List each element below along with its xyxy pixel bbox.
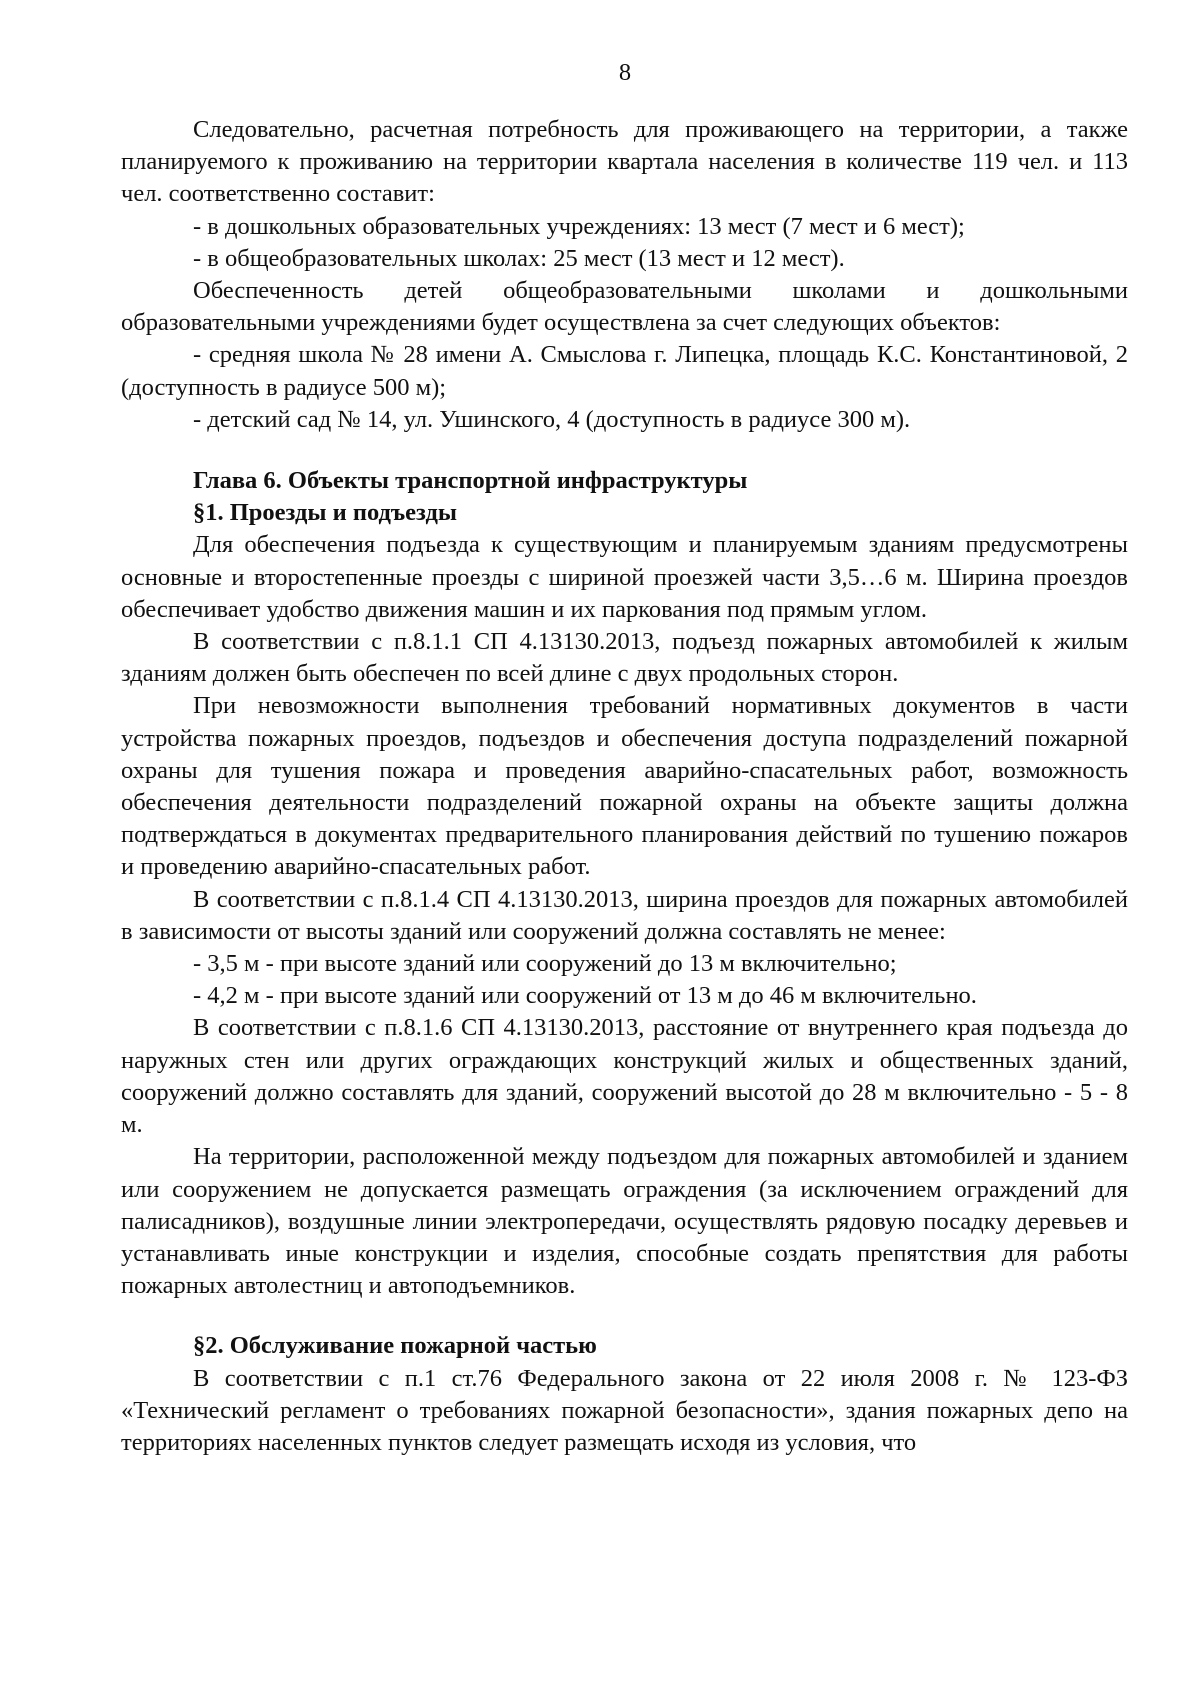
paragraph-calculated-need: Следовательно, расчетная потребность для проживающего на территории, а также планируемого к проживанию на территории квартала населения в количестве 119 чел. и 113 чел. соответственно составит: bbox=[121, 116, 1128, 208]
list-item-width-3-5: - 3,5 м - при высоте зданий или сооружений до 13 м включительно; bbox=[193, 950, 897, 978]
paragraph-restrictions: На территории, расположенной между подъездом для пожарных автомобилей и зданием или сооружением не допускается размещать ограждения (за исключением ограждений для палисадников), воздушные линии электропередачи, осуществлять рядовую посадку деревьев и устанавливать иные конструкции и изделия, способные создать препятствия для работы пожарных автолестниц и автоподъемников. bbox=[121, 1143, 1128, 1300]
paragraph-driveways: Для обеспечения подъезда к существующим и планируемым зданиям предусмотрены основные и второстепенные проезды с шириной проезжей части 3,5…6 м. Ширина проездов обеспечивает удобство движения машин и их паркования под прямым углом. bbox=[121, 531, 1128, 623]
section-2-heading: §2. Обслуживание пожарной частью bbox=[193, 1332, 597, 1360]
list-item-kindergarten-14: - детский сад № 14, ул. Ушинского, 4 (доступность в радиусе 300 м). bbox=[193, 405, 911, 433]
spacer bbox=[121, 436, 1128, 465]
paragraph-impossibility: При невозможности выполнения требований нормативных документов в части устройства пожарных проездов, подъездов и обеспечения доступа подразделений пожарной охраны для тушения пожара и проведения аварийно-спасательных работ, возможность обеспечения деятельности подразделений пожарной охраны на объекте защиты должна подтверждаться в документах предварительного планирования действий по тушению пожаров и проведению аварийно-спасательных работ. bbox=[121, 692, 1128, 881]
chapter-6-heading: Глава 6. Объекты транспортной инфраструктуры bbox=[193, 467, 748, 495]
spacer bbox=[121, 1302, 1128, 1330]
paragraph-sp-8-1-6: В соответствии с п.8.1.6 СП 4.13130.2013, расстояние от внутреннего края подъезда до наружных стен или других ограждающих конструкций жилых и общественных зданий, сооружений должно составлять для зданий, сооружений высотой до 28 м включительно - 5 - 8 м. bbox=[121, 1014, 1128, 1139]
paragraph-provision-objects: Обеспеченность детей общеобразовательными школами и дошкольными образовательными учреждениями будет осуществлена за счет следующих объектов: bbox=[121, 277, 1128, 337]
paragraph-fire-depot: В соответствии с п.1 ст.76 Федерального закона от 22 июля 2008 г. № 123-ФЗ «Технический регламент о требованиях пожарной безопасности», здания пожарных депо на территориях населенных пунктов следует размещать исходя из условия, что bbox=[121, 1364, 1128, 1456]
list-item-school-places: - в общеобразовательных школах: 25 мест (13 мест и 12 мест). bbox=[193, 244, 845, 272]
list-item-preschool-places: - в дошкольных образовательных учреждениях: 13 мест (7 мест и 6 мест); bbox=[193, 212, 965, 240]
list-item-width-4-2: - 4,2 м - при высоте зданий или сооружений от 13 м до 46 м включительно. bbox=[193, 982, 977, 1010]
page-number: 8 bbox=[618, 59, 632, 86]
page-content bbox=[121, 114, 1128, 1459]
list-item-school-28: - средняя школа № 28 имени А. Смыслова г. Липецка, площадь К.С. Константиновой, 2 (доступность в радиусе 500 м); bbox=[121, 341, 1128, 401]
paragraph-sp-8-1-1: В соответствии с п.8.1.1 СП 4.13130.2013, подъезд пожарных автомобилей к жилым зданиям должен быть обеспечен по всей длине с двух продольных сторон. bbox=[121, 628, 1128, 688]
section-1-heading: §1. Проезды и подъезды bbox=[193, 499, 457, 527]
paragraph-sp-8-1-4: В соответствии с п.8.1.4 СП 4.13130.2013, ширина проездов для пожарных автомобилей в зависимости от высоты зданий или сооружений должна составлять не менее: bbox=[121, 885, 1128, 945]
